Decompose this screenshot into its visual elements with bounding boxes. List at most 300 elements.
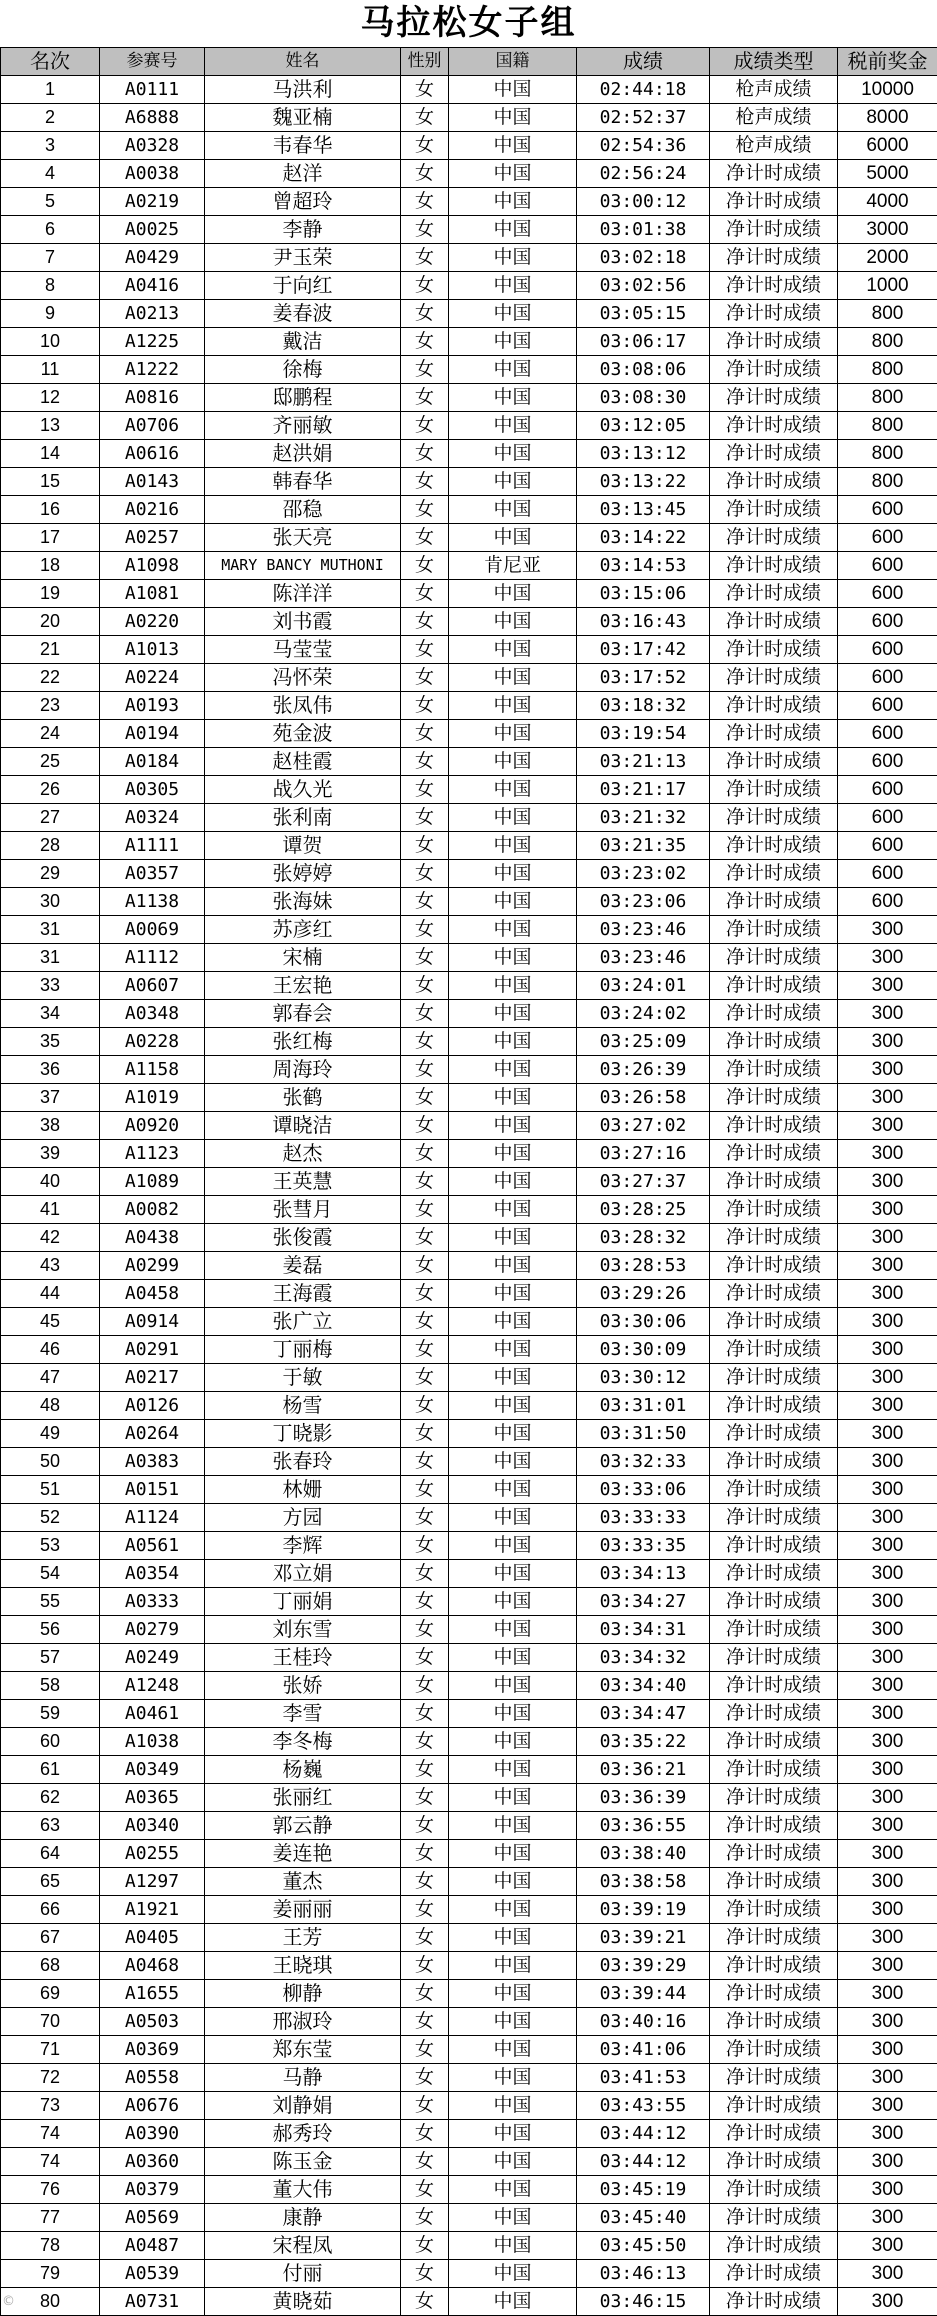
result-cell: 03:18:32 (577, 692, 710, 720)
gender-cell: 女 (401, 1784, 449, 1812)
rank-cell: 41 (1, 1196, 100, 1224)
bib-cell: A0184 (100, 748, 205, 776)
result-type-cell: 净计时成绩 (710, 1168, 838, 1196)
rank-cell: 7 (1, 244, 100, 272)
nationality-cell: 中国 (449, 1784, 577, 1812)
result-type-cell: 净计时成绩 (710, 160, 838, 188)
name-cell: 郭春会 (205, 1000, 401, 1028)
bib-cell: A0461 (100, 1700, 205, 1728)
prize-cell: 300 (838, 1644, 937, 1672)
result-cell: 03:34:31 (577, 1616, 710, 1644)
bib-cell: A0357 (100, 860, 205, 888)
gender-cell: 女 (401, 1420, 449, 1448)
name-cell: 王晓琪 (205, 1952, 401, 1980)
table-row (1, 328, 937, 356)
result-type-cell: 净计时成绩 (710, 440, 838, 468)
prize-cell: 600 (838, 888, 937, 916)
gender-cell: 女 (401, 104, 449, 132)
result-type-cell: 净计时成绩 (710, 2260, 838, 2288)
nationality-cell: 中国 (449, 2204, 577, 2232)
rank-cell: 28 (1, 832, 100, 860)
name-cell: 苏彦红 (205, 916, 401, 944)
table-row (1, 244, 937, 272)
table-row (1, 832, 937, 860)
prize-cell: 300 (838, 1980, 937, 2008)
name-cell: 邢淑玲 (205, 2008, 401, 2036)
table-row (1, 1028, 937, 1056)
bib-cell: A0249 (100, 1644, 205, 1672)
table-row (1, 1560, 937, 1588)
result-type-cell: 净计时成绩 (710, 1084, 838, 1112)
result-type-cell: 净计时成绩 (710, 1392, 838, 1420)
nationality-cell: 中国 (449, 1952, 577, 1980)
header-result-type: 成绩类型 (710, 48, 838, 76)
gender-cell: 女 (401, 1476, 449, 1504)
gender-cell: 女 (401, 1000, 449, 1028)
gender-cell: 女 (401, 2204, 449, 2232)
result-type-cell: 净计时成绩 (710, 1112, 838, 1140)
rank-cell: 79 (1, 2260, 100, 2288)
gender-cell: 女 (401, 972, 449, 1000)
gender-cell: 女 (401, 524, 449, 552)
table-row (1, 524, 937, 552)
result-type-cell: 净计时成绩 (710, 1336, 838, 1364)
nationality-cell: 肯尼亚 (449, 552, 577, 580)
result-cell: 03:31:50 (577, 1420, 710, 1448)
table-row (1, 692, 937, 720)
gender-cell: 女 (401, 692, 449, 720)
result-type-cell: 净计时成绩 (710, 216, 838, 244)
result-cell: 03:29:26 (577, 1280, 710, 1308)
gender-cell: 女 (401, 1672, 449, 1700)
table-row (1, 944, 937, 972)
table-row (1, 1000, 937, 1028)
table-row (1, 1420, 937, 1448)
name-cell: 杨雪 (205, 1392, 401, 1420)
prize-cell: 300 (838, 1476, 937, 1504)
bib-cell: A0194 (100, 720, 205, 748)
result-cell: 03:27:16 (577, 1140, 710, 1168)
prize-cell: 300 (838, 2260, 937, 2288)
prize-cell: 300 (838, 944, 937, 972)
table-row (1, 2260, 937, 2288)
name-cell: 战久光 (205, 776, 401, 804)
result-cell: 03:23:02 (577, 860, 710, 888)
result-cell: 03:24:02 (577, 1000, 710, 1028)
result-type-cell: 净计时成绩 (710, 1420, 838, 1448)
bib-cell: A0438 (100, 1224, 205, 1252)
result-cell: 03:45:50 (577, 2232, 710, 2260)
result-type-cell: 净计时成绩 (710, 524, 838, 552)
nationality-cell: 中国 (449, 2120, 577, 2148)
rank-cell: 67 (1, 1924, 100, 1952)
rank-cell: 26 (1, 776, 100, 804)
bib-cell: A0676 (100, 2092, 205, 2120)
gender-cell: 女 (401, 188, 449, 216)
result-type-cell: 净计时成绩 (710, 664, 838, 692)
nationality-cell: 中国 (449, 1728, 577, 1756)
nationality-cell: 中国 (449, 1336, 577, 1364)
bib-cell: A0264 (100, 1420, 205, 1448)
result-cell: 02:54:36 (577, 132, 710, 160)
result-cell: 03:38:40 (577, 1840, 710, 1868)
gender-cell: 女 (401, 2092, 449, 2120)
nationality-cell: 中国 (449, 216, 577, 244)
rank-cell: 5 (1, 188, 100, 216)
result-cell: 03:08:06 (577, 356, 710, 384)
result-cell: 03:46:13 (577, 2260, 710, 2288)
rank-cell: 49 (1, 1420, 100, 1448)
nationality-cell: 中国 (449, 832, 577, 860)
prize-cell: 300 (838, 1308, 937, 1336)
nationality-cell: 中国 (449, 2260, 577, 2288)
gender-cell: 女 (401, 2148, 449, 2176)
table-row (1, 216, 937, 244)
gender-cell: 女 (401, 2036, 449, 2064)
bib-cell: A1222 (100, 356, 205, 384)
bib-cell: A0324 (100, 804, 205, 832)
gender-cell: 女 (401, 2288, 449, 2316)
prize-cell: 600 (838, 692, 937, 720)
result-cell: 02:52:37 (577, 104, 710, 132)
header-name: 姓名 (205, 48, 401, 76)
bib-cell: A1112 (100, 944, 205, 972)
rank-cell: 17 (1, 524, 100, 552)
table-row (1, 300, 937, 328)
rank-cell: 55 (1, 1588, 100, 1616)
result-type-cell: 净计时成绩 (710, 2008, 838, 2036)
table-row (1, 1196, 937, 1224)
result-cell: 03:36:39 (577, 1784, 710, 1812)
prize-cell: 800 (838, 384, 937, 412)
name-cell: 张俊霞 (205, 1224, 401, 1252)
result-type-cell: 净计时成绩 (710, 1476, 838, 1504)
gender-cell: 女 (401, 412, 449, 440)
name-cell: 张丽红 (205, 1784, 401, 1812)
result-cell: 03:34:47 (577, 1700, 710, 1728)
table-row (1, 1392, 937, 1420)
gender-cell: 女 (401, 244, 449, 272)
result-type-cell: 净计时成绩 (710, 1728, 838, 1756)
result-cell: 03:16:43 (577, 608, 710, 636)
rank-cell: 66 (1, 1896, 100, 1924)
nationality-cell: 中国 (449, 1616, 577, 1644)
nationality-cell: 中国 (449, 1280, 577, 1308)
nationality-cell: 中国 (449, 1364, 577, 1392)
table-row (1, 2008, 937, 2036)
result-cell: 03:02:18 (577, 244, 710, 272)
table-row (1, 2092, 937, 2120)
result-type-cell: 净计时成绩 (710, 2232, 838, 2260)
table-row (1, 1336, 937, 1364)
gender-cell: 女 (401, 1112, 449, 1140)
result-type-cell: 净计时成绩 (710, 1644, 838, 1672)
result-type-cell: 净计时成绩 (710, 1812, 838, 1840)
bib-cell: A0279 (100, 1616, 205, 1644)
rank-cell: 27 (1, 804, 100, 832)
bib-cell: A1111 (100, 832, 205, 860)
gender-cell: 女 (401, 132, 449, 160)
gender-cell: 女 (401, 2120, 449, 2148)
bib-cell: A0369 (100, 2036, 205, 2064)
result-cell: 03:14:22 (577, 524, 710, 552)
table-row (1, 1168, 937, 1196)
nationality-cell: 中国 (449, 1756, 577, 1784)
prize-cell: 300 (838, 1700, 937, 1728)
prize-cell: 300 (838, 1924, 937, 1952)
rank-cell: 73 (1, 2092, 100, 2120)
result-cell: 03:21:32 (577, 804, 710, 832)
nationality-cell: 中国 (449, 636, 577, 664)
nationality-cell: 中国 (449, 1644, 577, 1672)
result-type-cell: 净计时成绩 (710, 300, 838, 328)
gender-cell: 女 (401, 1532, 449, 1560)
bib-cell: A0539 (100, 2260, 205, 2288)
gender-cell: 女 (401, 804, 449, 832)
result-type-cell: 净计时成绩 (710, 2036, 838, 2064)
table-row (1, 1896, 937, 1924)
result-cell: 03:02:56 (577, 272, 710, 300)
result-type-cell: 净计时成绩 (710, 860, 838, 888)
gender-cell: 女 (401, 748, 449, 776)
nationality-cell: 中国 (449, 1924, 577, 1952)
bib-cell: A1225 (100, 328, 205, 356)
prize-cell: 300 (838, 916, 937, 944)
result-cell: 03:21:35 (577, 832, 710, 860)
table-row (1, 188, 937, 216)
prize-cell: 600 (838, 664, 937, 692)
gender-cell: 女 (401, 1252, 449, 1280)
bib-cell: A0220 (100, 608, 205, 636)
page-title: 马拉松女子组 (0, 0, 937, 47)
table-row (1, 1784, 937, 1812)
prize-cell: 600 (838, 496, 937, 524)
bib-cell: A0025 (100, 216, 205, 244)
result-type-cell: 净计时成绩 (710, 412, 838, 440)
name-cell: 董杰 (205, 1868, 401, 1896)
result-type-cell: 净计时成绩 (710, 580, 838, 608)
result-cell: 03:30:09 (577, 1336, 710, 1364)
nationality-cell: 中国 (449, 1588, 577, 1616)
bib-cell: A0354 (100, 1560, 205, 1588)
nationality-cell: 中国 (449, 1168, 577, 1196)
gender-cell: 女 (401, 636, 449, 664)
prize-cell: 300 (838, 1896, 937, 1924)
bib-cell: A0299 (100, 1252, 205, 1280)
rank-cell: 60 (1, 1728, 100, 1756)
rank-cell: 54 (1, 1560, 100, 1588)
table-row (1, 1672, 937, 1700)
result-type-cell: 净计时成绩 (710, 188, 838, 216)
nationality-cell: 中国 (449, 496, 577, 524)
bib-cell: A0143 (100, 468, 205, 496)
name-cell: 张广立 (205, 1308, 401, 1336)
name-cell: 谭晓洁 (205, 1112, 401, 1140)
rank-cell: 24 (1, 720, 100, 748)
result-cell: 03:05:15 (577, 300, 710, 328)
name-cell: 方园 (205, 1504, 401, 1532)
prize-cell: 300 (838, 1252, 937, 1280)
table-row (1, 2204, 937, 2232)
bib-cell: A0914 (100, 1308, 205, 1336)
result-type-cell: 净计时成绩 (710, 636, 838, 664)
bib-cell: A0213 (100, 300, 205, 328)
table-row (1, 636, 937, 664)
nationality-cell: 中国 (449, 272, 577, 300)
bib-cell: A0503 (100, 2008, 205, 2036)
bib-cell: A0219 (100, 188, 205, 216)
rank-cell: 2 (1, 104, 100, 132)
name-cell: 徐梅 (205, 356, 401, 384)
nationality-cell: 中国 (449, 412, 577, 440)
rank-cell: 31 (1, 916, 100, 944)
result-type-cell: 净计时成绩 (710, 244, 838, 272)
result-type-cell: 净计时成绩 (710, 2120, 838, 2148)
gender-cell: 女 (401, 608, 449, 636)
result-cell: 03:23:46 (577, 944, 710, 972)
name-cell: 苑金波 (205, 720, 401, 748)
result-cell: 03:13:45 (577, 496, 710, 524)
bib-cell: A0255 (100, 1840, 205, 1868)
gender-cell: 女 (401, 860, 449, 888)
prize-cell: 300 (838, 2232, 937, 2260)
prize-cell: 10000 (838, 76, 937, 104)
prize-cell: 800 (838, 412, 937, 440)
name-cell: 李雪 (205, 1700, 401, 1728)
gender-cell: 女 (401, 1084, 449, 1112)
nationality-cell: 中国 (449, 384, 577, 412)
bib-cell: A1123 (100, 1140, 205, 1168)
bib-cell: A1081 (100, 580, 205, 608)
gender-cell: 女 (401, 1504, 449, 1532)
table-row (1, 916, 937, 944)
result-cell: 03:17:42 (577, 636, 710, 664)
result-type-cell: 净计时成绩 (710, 1560, 838, 1588)
result-cell: 03:38:58 (577, 1868, 710, 1896)
table-row (1, 1364, 937, 1392)
table-row (1, 1952, 937, 1980)
nationality-cell: 中国 (449, 1252, 577, 1280)
result-type-cell: 净计时成绩 (710, 468, 838, 496)
name-cell: 刘书霞 (205, 608, 401, 636)
nationality-cell: 中国 (449, 1560, 577, 1588)
result-cell: 03:33:35 (577, 1532, 710, 1560)
prize-cell: 300 (838, 1868, 937, 1896)
result-type-cell: 净计时成绩 (710, 1784, 838, 1812)
name-cell: 王桂玲 (205, 1644, 401, 1672)
result-cell: 02:56:24 (577, 160, 710, 188)
name-cell: 马莹莹 (205, 636, 401, 664)
rank-cell: 63 (1, 1812, 100, 1840)
rank-cell: 65 (1, 1868, 100, 1896)
name-cell: 杨巍 (205, 1756, 401, 1784)
table-row (1, 496, 937, 524)
result-cell: 03:27:02 (577, 1112, 710, 1140)
bib-cell: A1297 (100, 1868, 205, 1896)
nationality-cell: 中国 (449, 2008, 577, 2036)
prize-cell: 300 (838, 1112, 937, 1140)
result-type-cell: 净计时成绩 (710, 1840, 838, 1868)
nationality-cell: 中国 (449, 2148, 577, 2176)
result-cell: 03:39:44 (577, 1980, 710, 2008)
rank-cell: 40 (1, 1168, 100, 1196)
nationality-cell: 中国 (449, 328, 577, 356)
bib-cell: A0348 (100, 1000, 205, 1028)
nationality-cell: 中国 (449, 1056, 577, 1084)
name-cell: 丁丽梅 (205, 1336, 401, 1364)
result-type-cell: 枪声成绩 (710, 132, 838, 160)
result-type-cell: 净计时成绩 (710, 1672, 838, 1700)
bib-cell: A0069 (100, 916, 205, 944)
prize-cell: 600 (838, 860, 937, 888)
gender-cell: 女 (401, 1056, 449, 1084)
nationality-cell: 中国 (449, 1840, 577, 1868)
table-row (1, 384, 937, 412)
bib-cell: A0569 (100, 2204, 205, 2232)
gender-cell: 女 (401, 1168, 449, 1196)
gender-cell: 女 (401, 1868, 449, 1896)
name-cell: 郝秀玲 (205, 2120, 401, 2148)
result-type-cell: 净计时成绩 (710, 1000, 838, 1028)
nationality-cell: 中国 (449, 1000, 577, 1028)
nationality-cell: 中国 (449, 356, 577, 384)
prize-cell: 300 (838, 1672, 937, 1700)
rank-cell: 10 (1, 328, 100, 356)
name-cell: 齐丽敏 (205, 412, 401, 440)
prize-cell: 300 (838, 2008, 937, 2036)
gender-cell: 女 (401, 2008, 449, 2036)
prize-cell: 300 (838, 1812, 937, 1840)
rank-cell: 71 (1, 2036, 100, 2064)
result-type-cell: 净计时成绩 (710, 1448, 838, 1476)
table-row (1, 1868, 937, 1896)
bib-cell: A1921 (100, 1896, 205, 1924)
result-cell: 03:33:06 (577, 1476, 710, 1504)
result-cell: 03:00:12 (577, 188, 710, 216)
bib-cell: A1124 (100, 1504, 205, 1532)
rank-cell: 58 (1, 1672, 100, 1700)
table-row (1, 888, 937, 916)
bib-cell: A0228 (100, 1028, 205, 1056)
name-cell: 姜磊 (205, 1252, 401, 1280)
nationality-cell: 中国 (449, 860, 577, 888)
name-cell: 邓立娟 (205, 1560, 401, 1588)
name-cell: 郑东莹 (205, 2036, 401, 2064)
result-type-cell: 净计时成绩 (710, 804, 838, 832)
result-type-cell: 净计时成绩 (710, 692, 838, 720)
name-cell: 邸鹏程 (205, 384, 401, 412)
bib-cell: A0111 (100, 76, 205, 104)
rank-cell: 35 (1, 1028, 100, 1056)
table-row (1, 1840, 937, 1868)
bib-cell: A0816 (100, 384, 205, 412)
name-cell: 赵洪娟 (205, 440, 401, 468)
nationality-cell: 中国 (449, 1896, 577, 1924)
table-row (1, 1644, 937, 1672)
result-cell: 03:36:21 (577, 1756, 710, 1784)
result-cell: 03:45:19 (577, 2176, 710, 2204)
table-row (1, 720, 937, 748)
gender-cell: 女 (401, 216, 449, 244)
rank-cell: 44 (1, 1280, 100, 1308)
prize-cell: 300 (838, 1224, 937, 1252)
name-cell: 姜丽丽 (205, 1896, 401, 1924)
bib-cell: A1038 (100, 1728, 205, 1756)
result-cell: 03:41:06 (577, 2036, 710, 2064)
nationality-cell: 中国 (449, 76, 577, 104)
table-row (1, 664, 937, 692)
nationality-cell: 中国 (449, 440, 577, 468)
